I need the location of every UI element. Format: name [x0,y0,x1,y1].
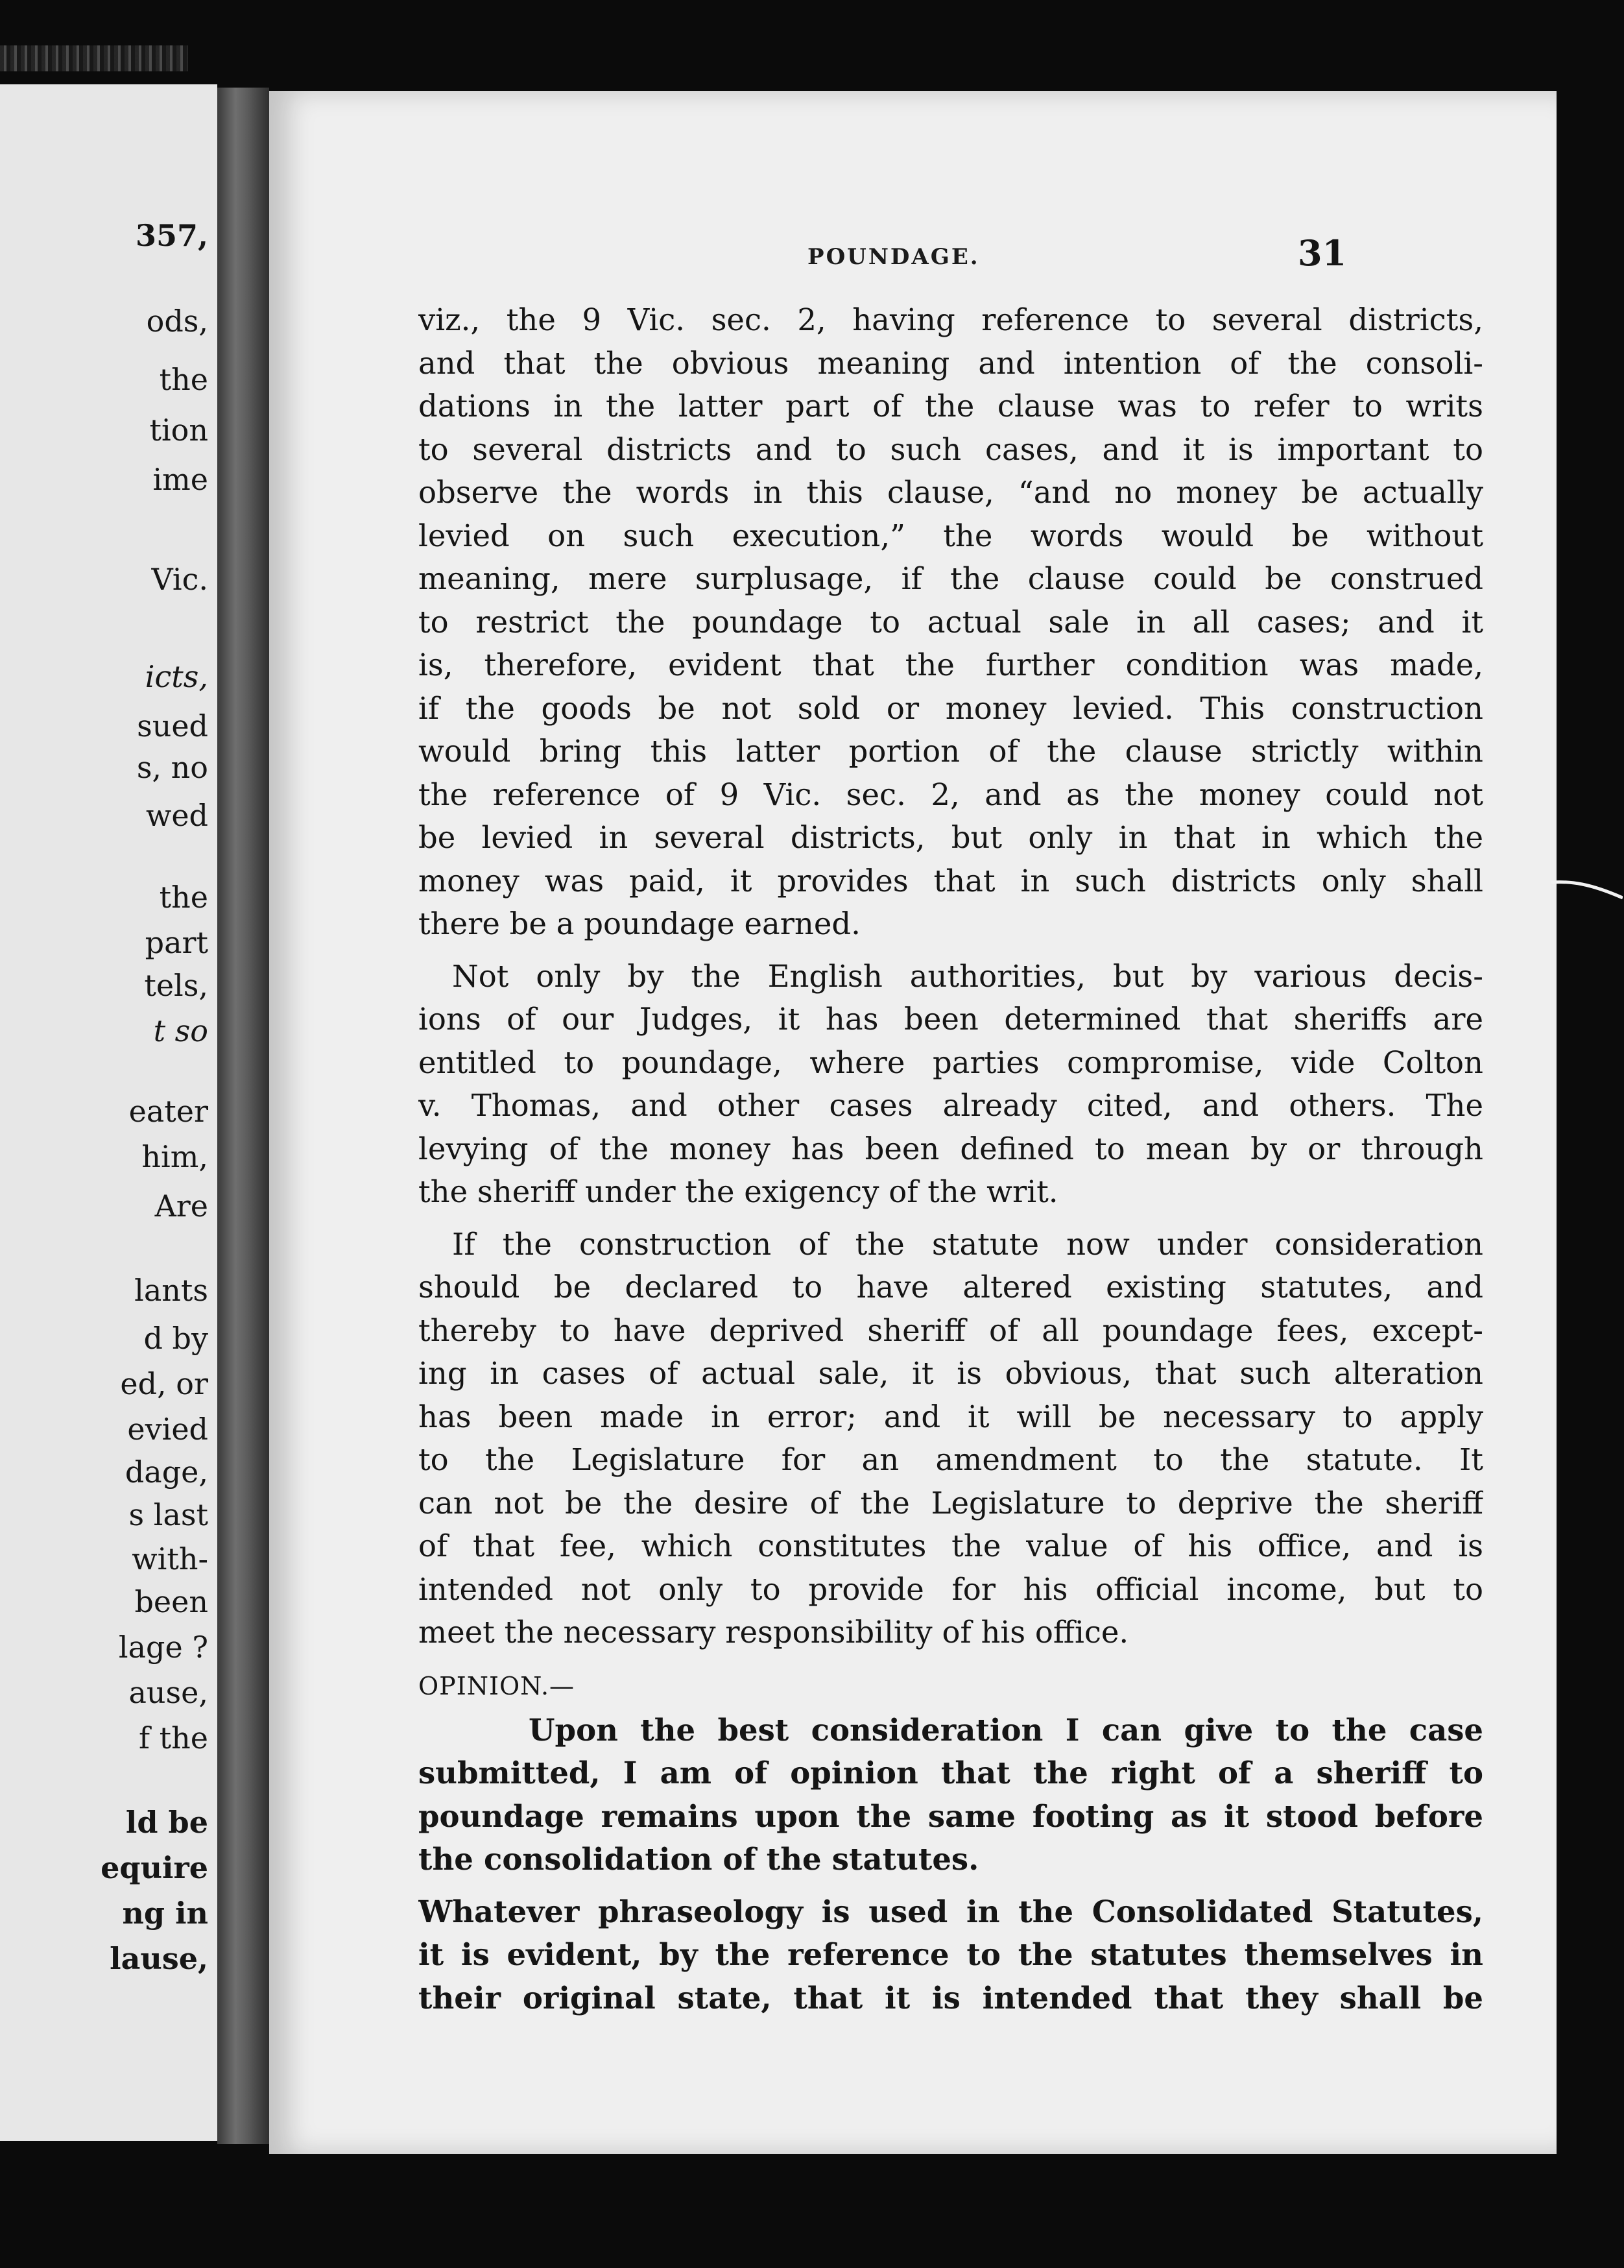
left-page-text-fragment: tion [149,413,208,448]
text-line: meaning, mere surplusage, if the clause could be construed [418,561,1483,596]
left-page-text-fragment: ng in [122,1896,208,1931]
text-line: dations in the latter part of the clause was to refer to writs [418,389,1483,424]
text-line: levying of the money has been defined to mean by or through [418,1131,1483,1166]
text-line: ing in cases of actual sale, it is obvious, that such alteration [418,1356,1483,1391]
left-page-text-fragment: wed [145,798,208,833]
book-gutter [217,88,269,2144]
text-line: the consolidation of the statutes. [418,1841,979,1877]
paragraph-opinion [418,1709,1483,1881]
left-page-text-fragment: Vic. [151,562,208,597]
left-page-text-fragment: part [145,925,208,960]
paragraph [418,1890,1483,2020]
left-page-text-fragment: eater [128,1094,208,1129]
paragraph-continuation [418,298,1483,946]
text-line: submitted, I am of opinion that the right of a sheriff to [418,1755,1483,1791]
left-page-text-fragment: Are [154,1188,208,1224]
text-line: levied on such execution,” the words would be without [418,518,1483,553]
text-line: entitled to poundage, where parties compromise, vide Colton [418,1044,1483,1080]
text-line: poundage remains upon the same footing as it stood before [418,1798,1483,1834]
text-line: Whatever phraseology is used in the Consolidated Statutes, [418,1893,1483,1929]
left-page-top-edge [0,45,188,71]
text-line: thereby to have deprived sheriff of all poundage fees, except- [418,1312,1483,1348]
left-page-text-fragment: ause, [128,1675,208,1710]
page-edge-mark [1551,875,1623,900]
text-line: Not only by the English authorities, but by various decis- [452,958,1483,994]
left-page-text-fragment: ods, [146,304,208,339]
left-page-text-fragment: s, no [136,750,208,785]
text-line: and that the obvious meaning and intention of the consoli- [418,345,1483,381]
text-line: viz., the 9 Vic. sec. 2, having reference to several districts, [418,302,1483,337]
text-line: would bring this latter portion of the clause strictly within [418,734,1483,769]
text-line: the reference of 9 Vic. sec. 2, and as the money could not [418,777,1483,812]
paragraph [418,955,1483,1214]
left-page-text-fragment: with- [132,1541,208,1576]
left-page-text-fragment: icts, [145,659,208,694]
left-page-text-fragment: evied [127,1412,208,1447]
text-line: v. Thomas, and other cases already cited, and others. The [418,1088,1483,1123]
text-line: should be declared to have altered existing statutes, and [418,1270,1483,1305]
text-line: ions of our Judges, it has been determined that sheriffs are [418,1002,1483,1037]
text-line: money was paid, it provides that in such districts only shall [418,863,1483,899]
left-page-text-fragment: the [159,880,208,915]
left-page-text-fragment: been [134,1584,208,1619]
left-page [0,84,217,2141]
opinion-heading: OPINION.— [418,1671,575,1700]
text-line: If the construction of the statute now under consideration [452,1226,1483,1262]
left-page-text-fragment: tels, [144,968,208,1003]
left-page-text-fragment: lage ? [118,1630,208,1665]
left-page-text-fragment: s last [128,1497,208,1532]
left-page-text-fragment: ime [152,462,208,497]
left-page-text-fragment: sued [137,708,208,743]
text-line: is, therefore, evident that the further condition was made, [418,647,1483,682]
paragraph [418,1223,1483,1654]
text-line: to the Legislature for an amendment to the statute. It [418,1442,1483,1477]
left-page-text-fragment: d by [143,1321,208,1356]
paragraph-gap [418,1214,1483,1223]
text-line: to several districts and to such cases, and it is important to [418,431,1483,467]
text-line: observe the words in this clause, “and no money be actually [418,475,1483,510]
page-number: 31 [1298,232,1347,274]
left-page-text-fragment: f the [139,1720,208,1755]
text-line: it is evident, by the reference to the statutes themselves in [418,1936,1483,1972]
left-page-text-fragment: ed, or [120,1366,208,1401]
text-line: to restrict the poundage to actual sale in all cases; and it [418,604,1483,640]
text-line: intended not only to provide for his official income, but to [418,1571,1483,1607]
paragraph-gap [418,946,1483,955]
body-text [418,298,1483,2020]
paragraph-gap [418,1881,1483,1890]
text-line: the sheriff under the exigency of the writ. [418,1174,1058,1209]
text-line: Upon the best consideration I can give to the case [529,1711,1483,1748]
text-line: of that fee, which constitutes the value of his office, and is [418,1528,1483,1563]
text-line: if the goods be not sold or money levied. This construction [418,690,1483,726]
paragraph-gap [418,1654,1483,1663]
left-page-text-fragment: the [159,362,208,397]
left-page-text-fragment: lause, [110,1941,208,1976]
text-line: can not be the desire of the Legislature to deprive the sheriff [418,1485,1483,1521]
left-page-text-fragment: him, [141,1139,208,1174]
running-head: POUNDAGE. [807,244,980,270]
text-line: meet the necessary responsibility of his office. [418,1615,1129,1650]
left-page-text-fragment: 357, [135,218,208,253]
text-line: be levied in several districts, but only in that in which the [418,820,1483,855]
right-page [269,91,1557,2154]
left-page-text-fragment: equire [101,1850,208,1885]
left-page-text-fragment: dage, [125,1454,208,1490]
left-page-text-fragment: ld be [125,1805,208,1840]
left-page-text-fragment: lants [134,1273,208,1308]
text-line: their original state, that it is intended that they shall be [418,1979,1483,2016]
left-page-text-fragment: t so [153,1013,208,1048]
text-line: there be a poundage earned. [418,906,861,941]
text-line: has been made in error; and it will be necessary to apply [418,1399,1483,1434]
